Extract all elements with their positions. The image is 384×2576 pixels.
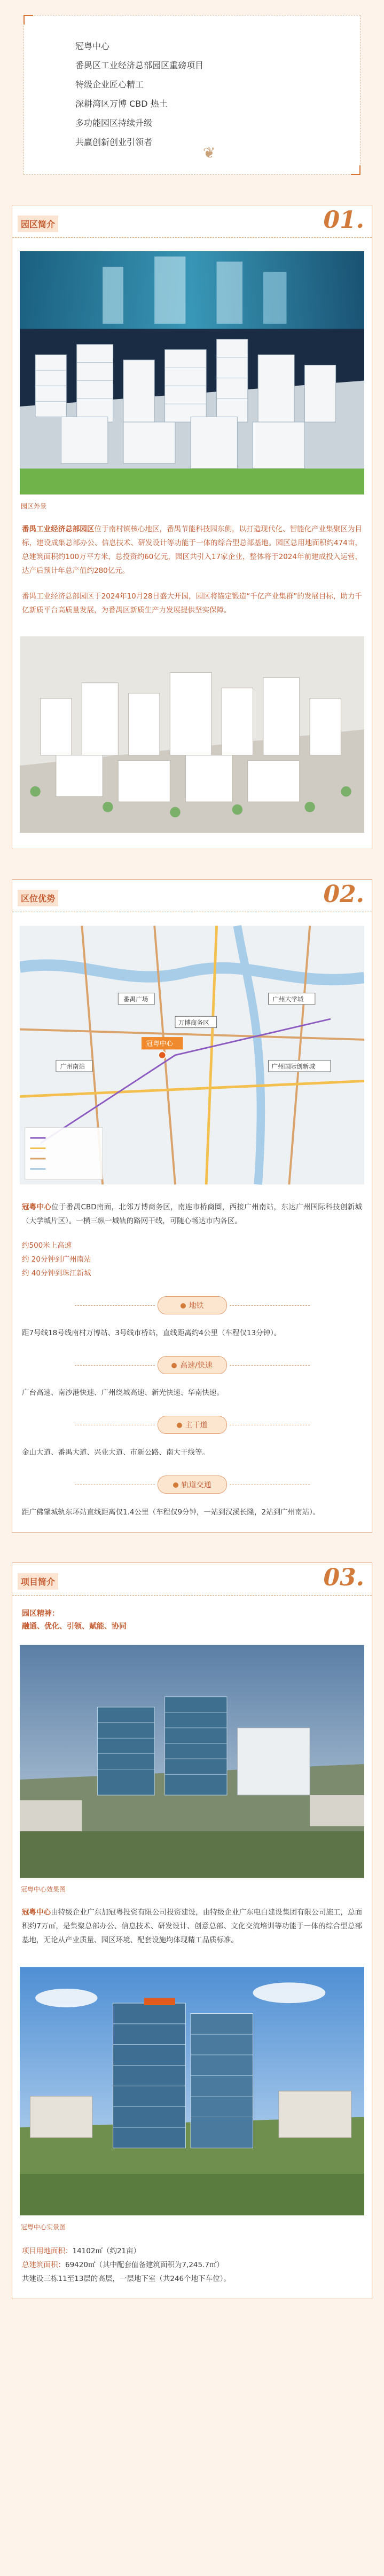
map-label: 广州大学城 <box>272 995 304 1003</box>
highlight-text: 冠粤中心 <box>22 1203 52 1211</box>
leaf-icon: ❦ <box>203 144 216 162</box>
intro-line: 共赢创新创业引领者 <box>75 137 153 147</box>
highlight-text: 番禺工业经济总部园区 <box>22 525 95 533</box>
location-paragraph <box>22 1200 362 1228</box>
park-spirit-values: 融通、优化、引领、赋能、协同 <box>22 1622 127 1631</box>
road-pill <box>158 1416 227 1434</box>
section-header <box>12 1563 372 1596</box>
section-project <box>12 1562 372 2299</box>
project-rendering-photo <box>20 1641 364 1881</box>
section-location <box>12 879 372 1533</box>
dot-icon <box>177 1423 182 1428</box>
road-paragraph: 金山大道、番禺大道、兴业大道、市新公路、南大干线等。 <box>22 1448 209 1457</box>
spec-value: 69420㎡（其中配套值备建筑面积为7,245.7㎡） <box>65 2261 224 2269</box>
distance-notes <box>22 1239 362 1280</box>
distance-note: 约500米上高速 <box>22 1241 72 1250</box>
dot-icon <box>171 1363 177 1368</box>
paragraph-text: 位于番禺CBD南面，北邻万博商务区，南连市桥商圈，西接广州南站，东达广州国际科技创新城（大学城片区）。一横三纵一城轨的路网干线，可随心畅达市内各区。 <box>22 1203 362 1225</box>
park-opening-paragraph: 番禺工业经济总部园区于2024年10月28日盛大开园，园区将锚定锻造“千亿产业集群”的发展目标，助力千亿新质平台高质量发展，为番禺区新质生产力发展提供坚实保障。 <box>22 592 362 615</box>
park-exterior-photo <box>20 248 364 498</box>
section-number: 01. <box>323 206 364 234</box>
subway-paragraph: 距7号线18号线南村万博站、3号线市桥站，直线距离约4公里（车程仅13分钟）。 <box>22 1329 281 1337</box>
intro-line: 番禺区工业经济总部园区重磅项目 <box>75 60 204 70</box>
distance-note: 约 20分钟到广州南站 <box>22 1255 91 1264</box>
section-title: 园区简介 <box>18 216 58 232</box>
highway-paragraph: 广台高速、南沙港快速、广州绕城高速、新光快速、华南快速。 <box>22 1389 224 1397</box>
map-label: 冠粤中心 <box>146 1039 174 1048</box>
intro-line: 多功能园区持续升级 <box>75 118 153 128</box>
section-header <box>12 205 372 238</box>
spec-value: 共建设三栋11至13层的高层，一层地下室（共246个地下车位）。 <box>22 2275 231 2283</box>
project-real-photo <box>20 1963 364 2219</box>
paragraph-text: 位于南村镇核心地区，番禺节能科技园东侧，以打造现代化、智能化产业集聚区为目标，建设成集总部办公、信息技术、研发设计等功能于一体的综合型总部基地。园区总用地面积约474亩，总建筑面积约100万平方米，总投资约60亿元，园区共引入17家企业，整体将于2024年前建成投入运营，达产后预计年总产值约280亿元。 <box>22 525 363 575</box>
intro-line: 冠粤中心 <box>75 41 110 51</box>
highway-pill <box>158 1356 227 1374</box>
highlight-text: 冠粤中心 <box>22 1908 51 1917</box>
project-paragraph <box>22 1905 362 1947</box>
park-intro-paragraph <box>22 522 362 578</box>
spec-row <box>22 2258 362 2272</box>
map-label: 万博商务区 <box>178 1018 209 1026</box>
park-spirit-title: 园区精神： <box>22 1609 59 1618</box>
spec-key: 项目用地面积： <box>22 2247 73 2255</box>
rail-paragraph: 距广佛肇城轨东环站直线距离仅1.4公里（车程仅9分钟，一站到汉溪长隆，2站到广州南站）。 <box>22 1508 320 1517</box>
intro-line: 深耕湾区万博 CBD 热土 <box>75 99 168 109</box>
section-header <box>12 880 372 912</box>
pill-label: 主干道 <box>185 1421 208 1430</box>
distance-note: 约 40分钟到珠江新城 <box>22 1269 91 1278</box>
corner-decoration <box>351 165 361 175</box>
map-label: 广州国际创新城 <box>271 1063 315 1071</box>
location-map <box>20 922 364 1189</box>
dot-icon <box>181 1303 186 1309</box>
pill-label: 高速/快速 <box>180 1361 213 1370</box>
intro-card <box>23 15 361 175</box>
spec-row <box>22 2272 362 2286</box>
section-park-intro <box>12 205 372 849</box>
section-number: 03. <box>323 1564 364 1591</box>
section-title: 项目简介 <box>18 1573 58 1590</box>
park-spirit <box>22 1607 362 1633</box>
photo-caption: 冠粤中心实景图 <box>21 2223 66 2231</box>
spec-row <box>22 2244 362 2258</box>
section-title: 区位优势 <box>18 890 58 906</box>
park-model-photo <box>20 633 364 836</box>
paragraph-text: 由特级企业广东加冠粤投资有限公司投资建设，由特级企业广东电白建设集团有限公司施工，总面积约7万㎡，是集聚总部办公、信息技术、研发设计、创意总部、文化交流培训等功能于一体的综合型总部基地，无论从产业质量、园区环境、配套设施均体现精工品质标准。 <box>22 1908 363 1944</box>
map-label: 番禺广场 <box>123 995 148 1003</box>
photo-caption: 冠粤中心效果图 <box>21 1886 66 1893</box>
dot-icon <box>173 1482 178 1488</box>
spec-value: 14102㎡（约21亩） <box>72 2247 141 2255</box>
map-label: 广州南站 <box>60 1063 85 1071</box>
rail-pill <box>158 1476 227 1494</box>
spec-key: 总建筑面积： <box>22 2261 65 2269</box>
project-specs <box>22 2244 362 2286</box>
pill-label: 轨道交通 <box>181 1481 211 1489</box>
intro-line: 特级企业匠心精工 <box>75 79 144 90</box>
corner-decoration <box>23 15 33 25</box>
section-number: 02. <box>323 881 364 908</box>
pill-label: 地铁 <box>189 1302 204 1310</box>
photo-caption: 园区外景 <box>21 503 47 510</box>
subway-pill <box>158 1296 227 1314</box>
